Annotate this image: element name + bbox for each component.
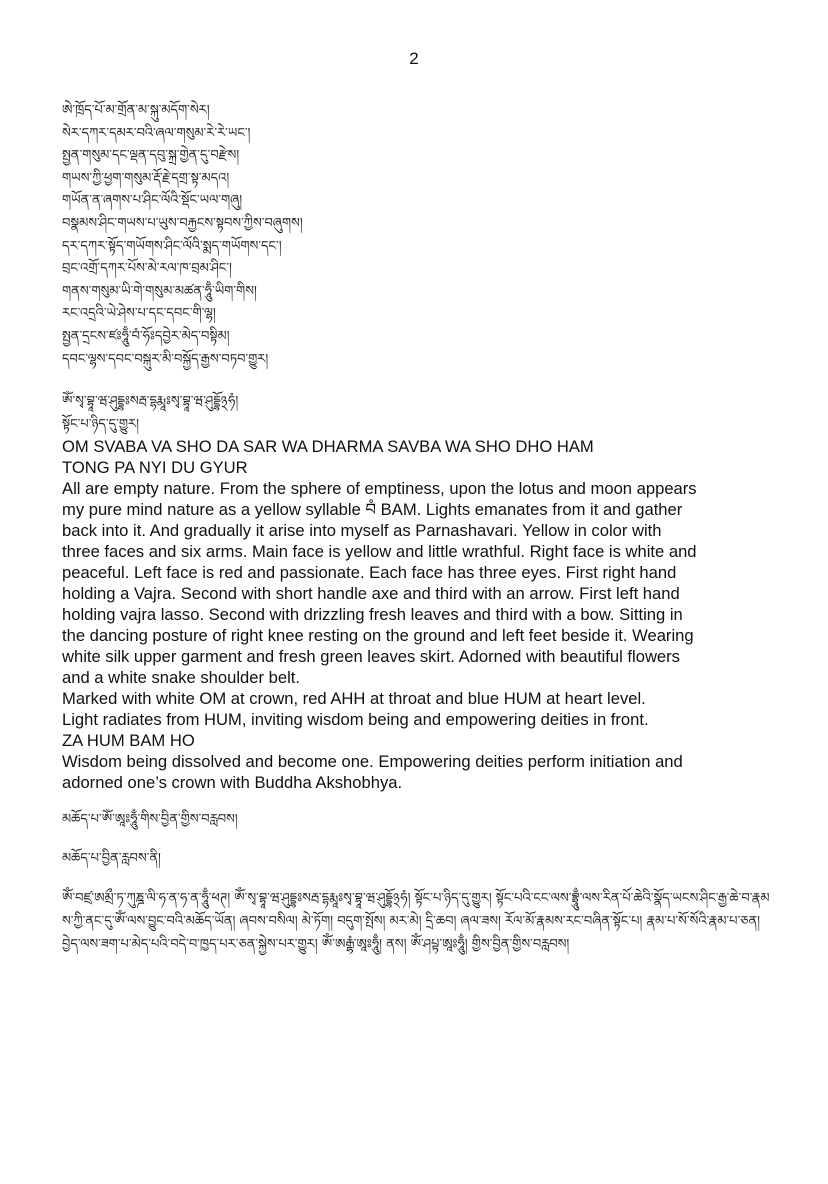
tibetan-offering-heading: མཆོད་པ་བྱིན་རླབས་ནི། [62,850,161,866]
tibetan-verse-line: བྲང་འགྲོ་དཀར་པོས་མེ་རལ་ཁ་བྲམ་ཤིང་། [62,261,232,277]
za-hum-bam-ho-line: ZA HUM BAM HO [62,731,195,751]
tibetan-verse-line: དབང་ལྷས་དབང་བསྐུར་མི་བསྐྱོད་རྒྱས་བཏབ་གྱུར། [62,351,269,367]
page-content [62,100,772,956]
tibetan-verse-line: བསྣམས་ཤིང་གཡས་པ་ཡུས་བརྐྱངས་སྟབས་ཀྱིས་བཞུགས། [62,215,303,231]
visualization-line: my pure mind nature as a yellow syllable བཾ BAM. Lights emanates from it and gather [62,500,683,520]
visualization-line: peaceful. Left face is red and passionate. Each face has three eyes. First right hand [62,563,677,583]
visualization-line: All are empty nature. From the sphere of emptiness, upon the lotus and moon appears [62,479,697,499]
visualization-line: and a white snake shoulder belt. [62,668,301,688]
visualization-line: back into it. And gradually it arise into myself as Parnashavari. Yellow in color with [62,521,662,541]
tibetan-verse-line: རང་འདྲའི་ཡེ་ཤེས་པ་དང་དབང་གི་ལྷ། [62,306,216,322]
tibetan-mantra: ཨོཾ་སྭ་བྷཱ་ཝ་ཤུདྡྷཿསརྦ་དྷརྨཱཿསྭ་བྷཱ་ཝ་ཤུདྡྷོ྅ཧཾ། [62,394,239,410]
visualization-line: holding a Vajra. Second with short handle axe and third with an arrow. First left hand [62,584,680,604]
tibetan-blessing-line: མཆོད་པ་ཨོཾ་ཨཱཿཧཱུྃ་གིས་བྱིན་གྱིས་བརླབས། [62,812,238,828]
tibetan-verse-block [62,100,772,371]
page-number: 2 [409,49,419,68]
visualization-line: three faces and six arms. Main face is yellow and little wrathful. Right face is white and [62,542,697,562]
light-radiates-line: Light radiates from HUM, inviting wisdom being and empowering deities in front. [62,710,649,730]
tibetan-verse-line: སྤྱན་དྲངས་ཛཿཧཱུྃ་བཾ་ཧོཿདབྱེར་མེད་བསྟིམ། [62,328,230,344]
wisdom-line: adorned one’s crown with Buddha Akshobhya. [62,773,403,793]
wisdom-line: Wisdom being dissolved and become one. Empowering deities perform initiation and [62,752,683,772]
english-visualization-block [62,436,772,793]
tibetan-emptiness-line: སྟོང་པ་ཉིད་དུ་གྱུར། [62,416,140,432]
tibetan-verse-line: སེར་དཀར་དམར་བའི་ཞལ་གསུམ་རེ་རེ་ཡང་། [62,125,251,141]
tibetan-verse-line: གཡས་ཀྱི་ཕྱག་གསུམ་རྡོ་རྗེ་དགྲ་སྟ་མདའ། [62,170,230,186]
visualization-line: white silk upper garment and fresh green leaves skirt. Adorned with beautiful flowers [62,647,680,667]
tibetan-blessing-block [62,809,772,832]
tibetan-verse-line: གནས་གསུམ་ཡི་གེ་གསུམ་མཚན་ཧཱུྃ་ཡིག་གིས། [62,283,257,299]
tibetan-mantra-block [62,391,772,436]
tibetan-verse-line: སྤྱན་གསུམ་དང་ལྡན་དབུ་སྐྲ་གྱེན་དུ་བརྫེས། [62,148,240,164]
visualization-line: the dancing posture of right knee resting on the ground and left feet beside it. Wearing [62,626,694,646]
tibetan-verse-line: གཡོན་ན་ཞགས་པ་ཤིང་ལོའི་སྡོང་ཡལ་གཞུ། [62,193,243,209]
mantra-transliteration: OM SVABA VA SHO DA SAR WA DHARMA SAVBA WA SHO DHO HAM [62,437,594,457]
tibetan-verse-line: ཨེ་ཁྲོད་པོ་མ་གྲོན་མ་སྐུ་མདོག་སེར། [62,103,210,118]
tong-pa-line: TONG PA NYI DU GYUR [62,458,248,478]
tibetan-offering-paragraph: ཨོཾ་བཛྲ་ཨམྲྀ་ཏ་ཀུཎྜ་ལི་ཧ་ན་ཧ་ན་ཧཱུྃ་ཕཊ། ཨོཾ་སྭ་བྷཱ་ཝ་ཤུདྡྷཿསརྦ་དྷརྨཱཿསྭ་བྷཱ་ཝ་ཤུདྡྷོ྅ཧཾ། སྟོང་པ་ཉིད་དུ་གྱུར། སྟོང་པའི་ངང་ལས་བྷྲཱུྃ་ལས་རིན་པོ་ཆེའི་སྣོད་ཡངས་ཤིང་རྒྱ་ཆེ་བ་རྣམས་ཀྱི་ནང་དུ་ཨོཾ་ལས་བྱུང་བའི་མཆོད་ཡོན། ཞབས་བསིལ། མེ་ཏོག། བདུག་སྤོས། མར་མེ། དྲི་ཆབ། ཞལ་ཟས། རོལ་མོ་རྣམས་རང་བཞིན་སྟོང་པ། རྣམ་པ་སོ་སོའི་རྣམ་པ་ཅན། བྱེད་ལས་ཟག་པ་མེད་པའི་བདེ་བ་ཁྱད་པར་ཅན་སྐྱེས་པར་གྱུར། ཨོཾ་ཨརྒྷཾ་ཨཱཿཧཱུྃ། ནས། ཨོཾ་ཤཔྟ་ཨཱཿཧཱུྃ། གྱིས་བྱིན་གྱིས་བརླབས། [62,890,770,952]
marked-syllables-line: Marked with white OM at crown, red AHH at throat and blue HUM at heart level. [62,689,646,709]
tibetan-verse-line: དར་དཀར་སྟོད་གཡོགས་ཤིང་ལོའི་སྨད་གཡོགས་དང་། [62,238,282,254]
visualization-line: holding vajra lasso. Second with drizzling fresh leaves and third with a bow. Sitting in [62,605,683,625]
tibetan-offering-heading-block [62,848,772,871]
